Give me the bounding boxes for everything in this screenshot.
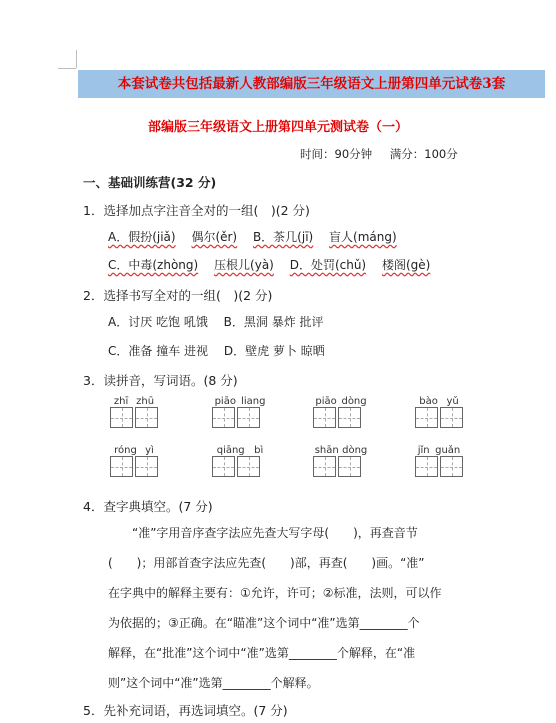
pinyin: guǎn <box>435 445 461 456</box>
pinyin-box <box>313 445 369 477</box>
pinyin: yǔ <box>446 396 459 407</box>
writing-cell[interactable] <box>237 407 260 428</box>
q1-option: A．假扮(jiǎ) <box>108 230 176 244</box>
question-5: 5．先补充词语，再选词填空。(7 分) <box>83 703 288 718</box>
pinyin: bì <box>254 445 264 456</box>
writing-cell[interactable] <box>110 407 133 428</box>
time-label: 时间：90分钟 <box>300 147 373 161</box>
q1-options-row-2 <box>108 256 442 273</box>
pinyin: zhū <box>136 396 155 407</box>
pinyin-box <box>415 445 465 477</box>
q2-option: A．讨厌 吃饱 吼饿 <box>108 315 208 329</box>
section-heading: 一、基础训练营(32 分) <box>83 175 217 190</box>
pinyin: róng <box>114 445 137 456</box>
q4-line: 则”这个词中“准”选第________个解释。 <box>108 676 319 690</box>
pinyin: liang <box>241 396 266 407</box>
q1-option: B．茶几(jī) <box>252 230 314 244</box>
writing-cell[interactable] <box>415 456 438 477</box>
question-4: 4．查字典填空。(7 分) <box>83 499 213 514</box>
q1-option: C．中毒(zhòng) <box>108 258 199 272</box>
pinyin-box <box>313 396 369 428</box>
writing-cell[interactable] <box>440 407 463 428</box>
question-1: 1．选择加点字注音全对的一组( )(2 分) <box>83 203 310 218</box>
pinyin-box <box>212 445 268 477</box>
pinyin-box <box>110 396 160 428</box>
writing-cell[interactable] <box>212 407 235 428</box>
pinyin: bào <box>419 396 438 407</box>
pinyin: dòng <box>341 396 367 407</box>
page-title: 部编版三年级语文上册第四单元测试卷（一） <box>147 120 408 135</box>
q1-option: 压根儿(yà) <box>214 258 274 272</box>
q1-option: 楼阁(gè) <box>381 258 431 272</box>
q2-option: B．黑洞 暴炸 批评 <box>223 315 324 329</box>
writing-cell[interactable] <box>313 456 336 477</box>
q1-option: 偶尔(ěr) <box>191 230 238 244</box>
writing-cell[interactable] <box>338 456 361 477</box>
exam-meta <box>300 146 472 162</box>
q4-line: 为依据的；③正确。在“瞄准”这个词中“准”选第________个 <box>108 616 420 630</box>
q1-option: D．处罚(chǔ) <box>289 258 367 272</box>
pinyin: piāo <box>315 396 337 407</box>
writing-cell[interactable] <box>440 456 463 477</box>
writing-cell[interactable] <box>415 407 438 428</box>
q4-line: “准”字用音序查字法应先查大写字母( )，再查音节 <box>132 526 418 540</box>
writing-cell[interactable] <box>135 407 158 428</box>
crop-mark-top-left-h <box>58 68 76 69</box>
q2-options-row-2 <box>108 342 337 359</box>
pinyin: zhī <box>113 396 129 407</box>
pinyin: dòng <box>342 445 368 456</box>
pinyin: qiāng <box>216 445 245 456</box>
q4-line: 在字典中的解释主要有：①允许，许可；②标准，法则，可以作 <box>108 586 442 600</box>
pinyin: shān <box>314 445 339 456</box>
pinyin-box <box>415 396 465 428</box>
question-2: 2．选择书写全对的一组( )(2 分) <box>83 288 273 303</box>
q2-options-row-1 <box>108 313 336 330</box>
score-label: 满分：100分 <box>389 147 458 161</box>
pinyin-box <box>212 396 268 428</box>
writing-cell[interactable] <box>313 407 336 428</box>
pinyin: yì <box>145 445 154 456</box>
q1-option: 盲人(máng) <box>329 230 397 244</box>
writing-cell[interactable] <box>338 407 361 428</box>
writing-cell[interactable] <box>110 456 133 477</box>
q2-option: D．壁虎 萝卜 晾晒 <box>223 344 325 358</box>
writing-cell[interactable] <box>135 456 158 477</box>
writing-cell[interactable] <box>212 456 235 477</box>
banner: 本套试卷共包括最新人教部编版三年级语文上册第四单元试卷3套 <box>78 70 545 98</box>
pinyin: jǐn <box>417 445 430 456</box>
q4-line: 解释，在“批准”这个词中“准”选第________个解释，在“准 <box>108 646 416 660</box>
q1-options-row-1 <box>108 228 409 245</box>
crop-mark-top-left <box>76 50 77 68</box>
q2-option: C．准备 撞车 进视 <box>108 344 209 358</box>
question-3: 3．读拼音，写词语。(8 分) <box>83 373 238 388</box>
pinyin: piāo <box>214 396 236 407</box>
writing-cell[interactable] <box>237 456 260 477</box>
q4-passage <box>108 518 476 698</box>
q4-line: ( )；用部首查字法应先查( )部，再查( )画。“准” <box>108 556 425 570</box>
pinyin-box <box>110 445 160 477</box>
